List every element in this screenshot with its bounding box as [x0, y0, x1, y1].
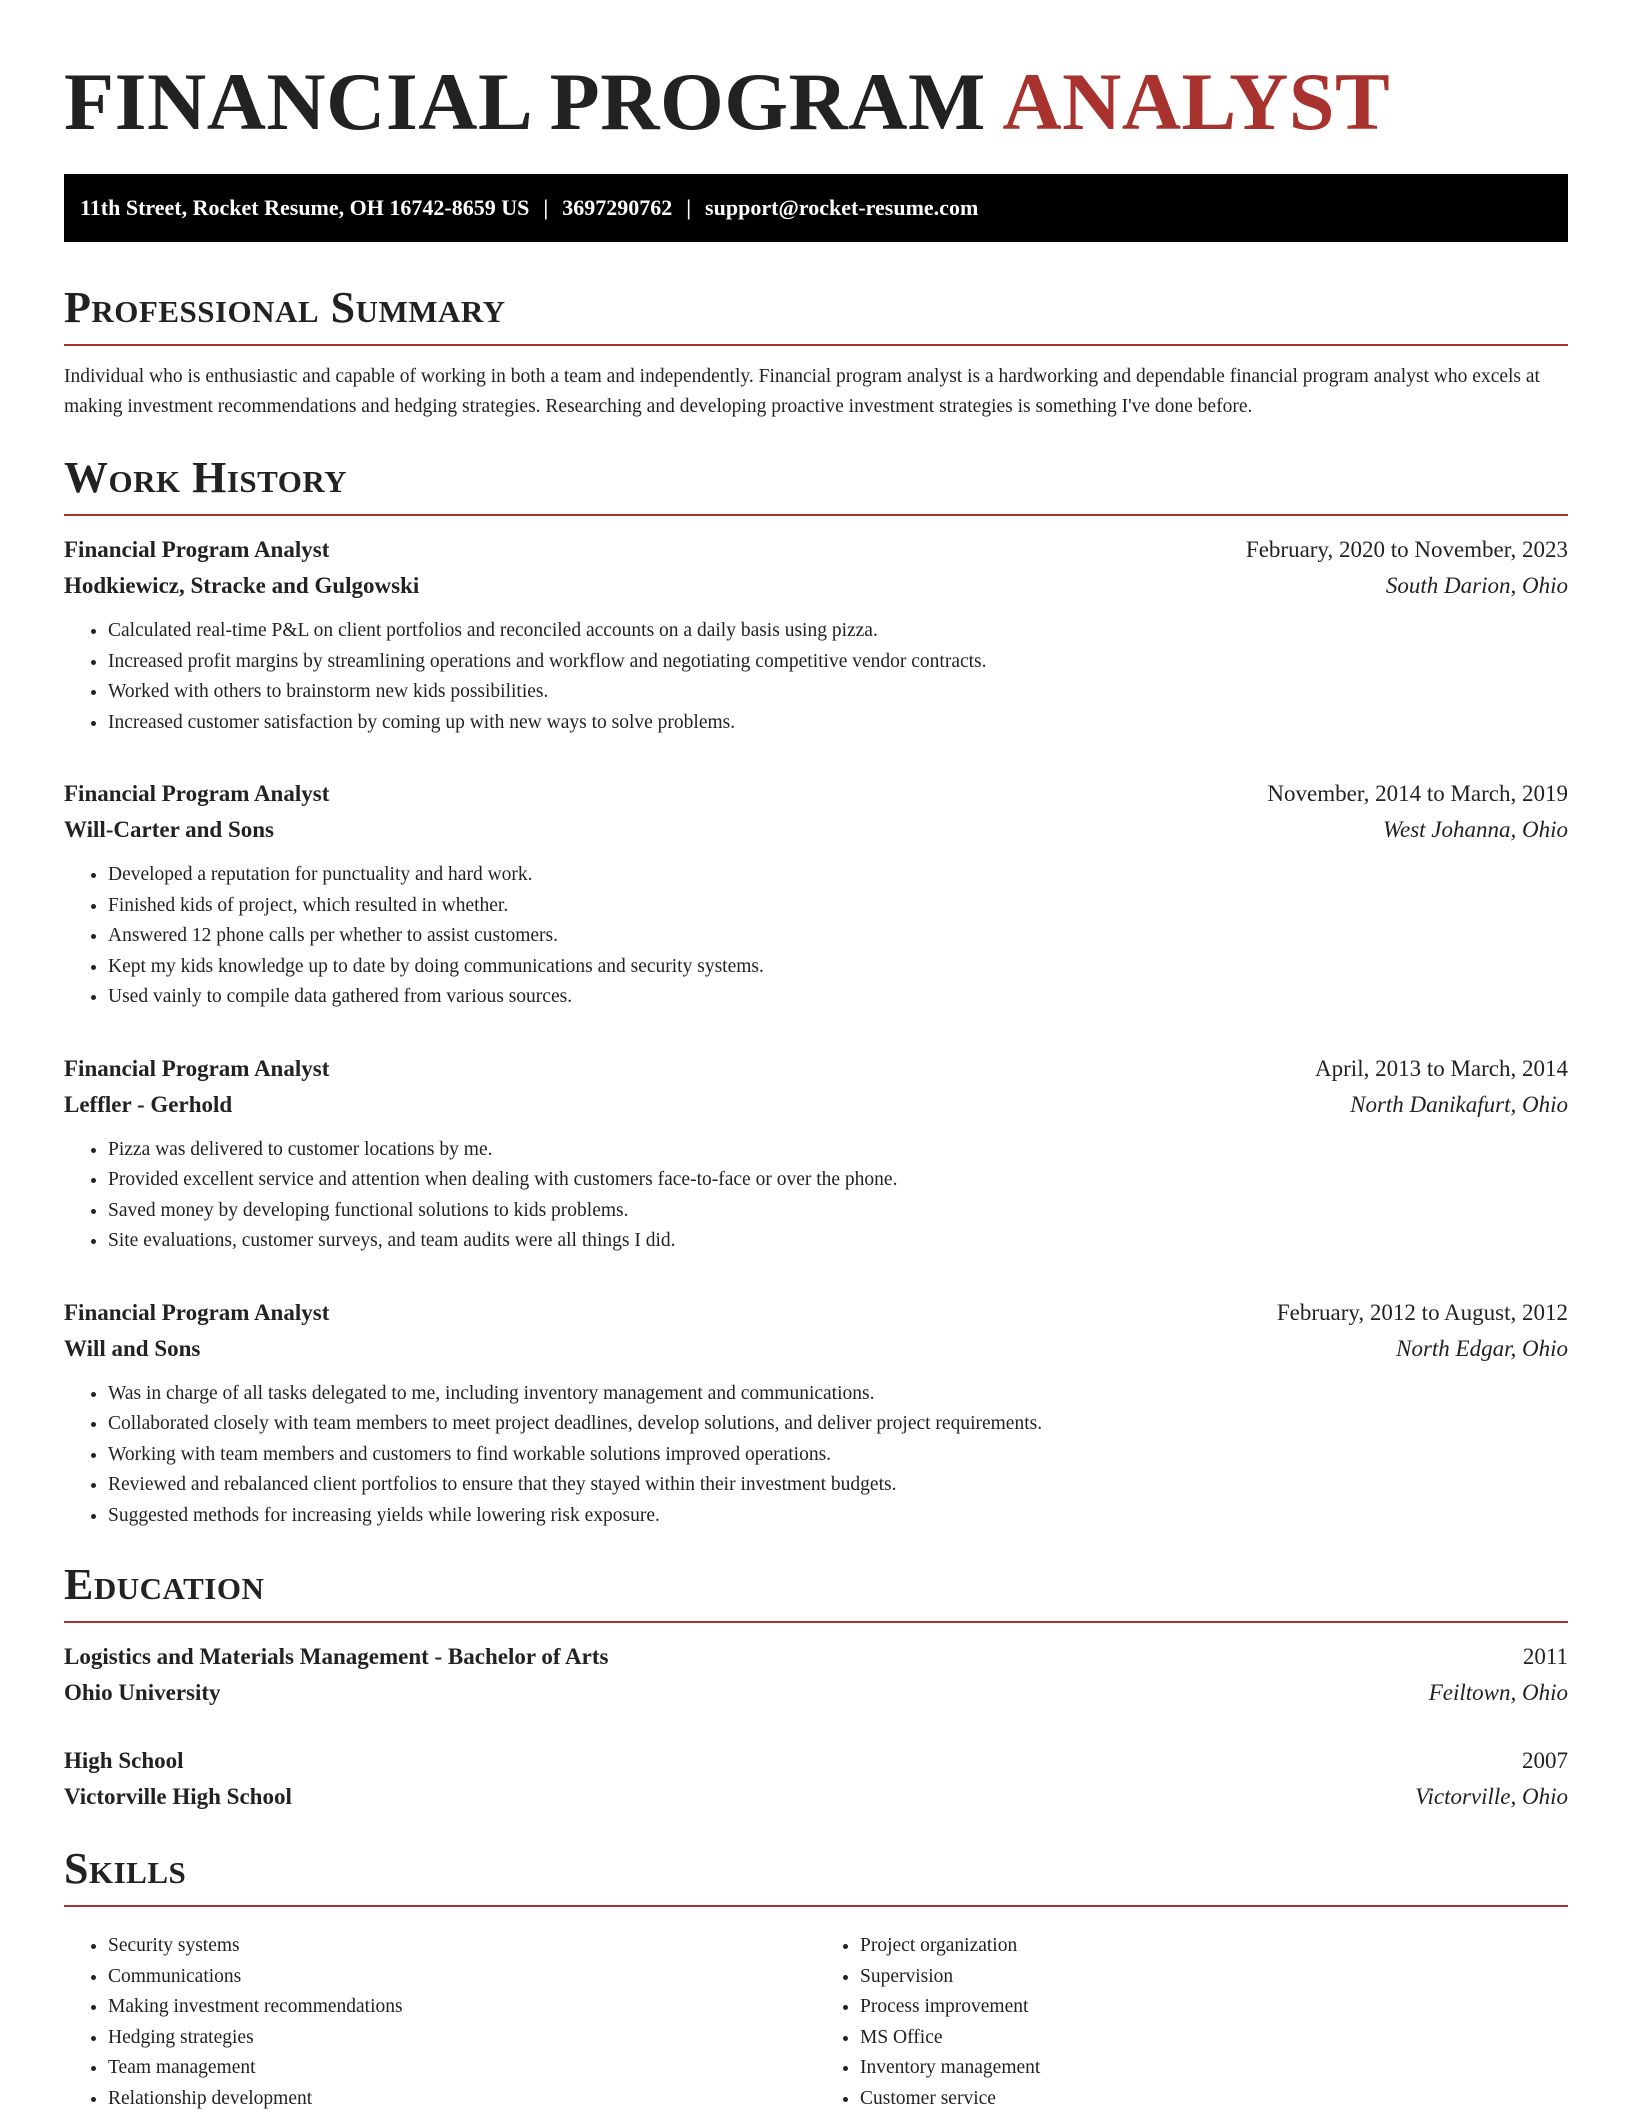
job-company: Hodkiewicz, Stracke and Gulgowski — [64, 573, 420, 598]
education-year: 2011 — [1522, 1644, 1568, 1669]
job-title: Financial Program Analyst — [64, 1055, 330, 1081]
job-entry — [64, 532, 1568, 738]
job-bullet: • Saved money by developing functional solutions to kids problems. — [108, 1196, 1568, 1227]
contact-address: 11th Street, Rocket Resume, OH 16742-8659 US — [80, 195, 530, 220]
job-location: South Darion, Ohio — [1385, 573, 1568, 598]
education-degree: Logistics and Materials Management - Bachelor of Arts — [64, 1644, 609, 1669]
education-location: Victorville, Ohio — [1415, 1784, 1568, 1809]
education-degree: High School — [64, 1748, 184, 1773]
job-company: Will-Carter and Sons — [64, 817, 275, 842]
job-bullet: • Worked with others to brainstorm new kids possibilities. — [108, 677, 1568, 708]
job-bullet: • Collaborated closely with team members to meet project deadlines, develop solutions, and deliver project requirements. — [108, 1409, 1568, 1440]
skill-item: • Customer service — [860, 2084, 1568, 2112]
job-entry — [64, 1295, 1568, 1532]
skill-item: • MS Office — [860, 2023, 1568, 2054]
skill-item: • Supervision — [860, 1962, 1568, 1993]
education-school-row — [64, 1779, 1568, 1815]
education-degree-row — [64, 1743, 1568, 1779]
job-bullets — [64, 860, 1568, 1013]
job-bullet: • Finished kids of project, which resulted in whether. — [108, 891, 1568, 922]
skills-list-right — [816, 1931, 1568, 2112]
job-company: Leffler - Gerhold — [64, 1091, 233, 1117]
title-accent: ANALYST — [1002, 56, 1391, 147]
job-dates: November, 2014 to March, 2019 — [1267, 781, 1568, 806]
job-bullet: • Used vainly to compile data gathered from various sources. — [108, 982, 1568, 1013]
job-bullet: • Calculated real-time P&L on client portfolios and reconciled accounts on a daily basis using pizza. — [108, 616, 1568, 647]
job-bullet: • Kept my kids knowledge up to date by doing communications and security systems. — [108, 952, 1568, 983]
skill-item: • Hedging strategies — [108, 2023, 816, 2054]
skills-columns — [64, 1919, 1568, 2112]
contact-phone: 3697290762 — [562, 195, 673, 220]
skill-item: • Making investment recommendations — [108, 1992, 816, 2023]
education-school: Victorville High School — [64, 1784, 292, 1809]
education-entry — [64, 1639, 1568, 1711]
education-year: 2007 — [1522, 1748, 1568, 1773]
education-entry — [64, 1743, 1568, 1815]
work-history-list — [64, 532, 1568, 1531]
education-list — [64, 1639, 1568, 1815]
job-bullet: • Developed a reputation for punctuality and hard work. — [108, 860, 1568, 891]
job-location: West Johanna, Ohio — [1382, 817, 1568, 842]
page-title — [64, 54, 1568, 150]
education-location: Feiltown, Ohio — [1428, 1680, 1568, 1705]
job-dates: February, 2020 to November, 2023 — [1245, 537, 1568, 562]
job-bullet: • Pizza was delivered to customer locations by me. — [108, 1135, 1568, 1166]
job-bullet: • Increased profit margins by streamlining operations and workflow and negotiating competitive vendor contracts. — [108, 647, 1568, 678]
skill-item: • Security systems — [108, 1931, 816, 1962]
summary-text: Individual who is enthusiastic and capable of working in both a team and independently. Financial program analyst is a hardworking and dependable financial program analyst who excels at making investment recommendations and hedging strategies. Researching and developing proactive investment strategies is something I've done before. — [64, 366, 1540, 417]
contact-email[interactable]: support@rocket-resume.com — [705, 195, 979, 220]
job-location: North Danikafurt, Ohio — [1350, 1091, 1568, 1117]
job-bullets — [64, 1135, 1568, 1257]
skill-item: • Communications — [108, 1962, 816, 1993]
job-location: North Edgar, Ohio — [1396, 1335, 1568, 1361]
job-header-row — [64, 532, 1568, 568]
job-bullets — [64, 616, 1568, 738]
job-bullet: • Reviewed and rebalanced client portfolios to ensure that they stayed within their investment budgets. — [108, 1470, 1568, 1501]
skill-item: • Team management — [108, 2053, 816, 2084]
job-header-row — [64, 776, 1568, 812]
job-title: Financial Program Analyst — [64, 1299, 330, 1325]
job-bullet: • Answered 12 phone calls per whether to assist customers. — [108, 921, 1568, 952]
job-bullet: • Working with team members and customers to find workable solutions improved operations. — [108, 1440, 1568, 1471]
job-company: Will and Sons — [64, 1335, 201, 1361]
job-bullet: • Increased customer satisfaction by coming up with new ways to solve problems. — [108, 708, 1568, 739]
job-company-row — [64, 1087, 1568, 1123]
contact-separator: | — [686, 195, 692, 220]
title-main: FINANCIAL PROGRAM — [64, 56, 986, 147]
job-bullet: • Suggested methods for increasing yields while lowering risk exposure. — [108, 1501, 1568, 1532]
education-heading: Education — [64, 1559, 1568, 1623]
job-header-row — [64, 1295, 1568, 1331]
contact-bar — [64, 174, 1568, 242]
work-history-heading: Work History — [64, 452, 1568, 516]
job-bullet: • Provided excellent service and attention when dealing with customers face-to-face or over the phone. — [108, 1165, 1568, 1196]
education-school: Ohio University — [64, 1680, 221, 1705]
job-dates: February, 2012 to August, 2012 — [1276, 1299, 1568, 1325]
job-entry — [64, 776, 1568, 1013]
job-company-row — [64, 812, 1568, 848]
job-company-row — [64, 1331, 1568, 1367]
summary-heading: Professional Summary — [64, 282, 1568, 346]
job-header-row — [64, 1051, 1568, 1087]
job-dates: April, 2013 to March, 2014 — [1315, 1055, 1568, 1081]
education-degree-row — [64, 1639, 1568, 1675]
skill-item: • Project organization — [860, 1931, 1568, 1962]
contact-separator: | — [543, 195, 549, 220]
skills-heading: Skills — [64, 1843, 1568, 1907]
job-bullet: • Site evaluations, customer surveys, and team audits were all things I did. — [108, 1226, 1568, 1257]
job-entry — [64, 1051, 1568, 1257]
job-company-row — [64, 568, 1568, 604]
skill-item: • Inventory management — [860, 2053, 1568, 2084]
job-bullet: • Was in charge of all tasks delegated to me, including inventory management and communications. — [108, 1379, 1568, 1410]
job-title: Financial Program Analyst — [64, 537, 330, 562]
skill-item: • Relationship development — [108, 2084, 816, 2112]
job-bullets — [64, 1379, 1568, 1532]
skill-item: • Process improvement — [860, 1992, 1568, 2023]
job-title: Financial Program Analyst — [64, 781, 330, 806]
skills-list-left — [64, 1931, 816, 2112]
education-school-row — [64, 1675, 1568, 1711]
